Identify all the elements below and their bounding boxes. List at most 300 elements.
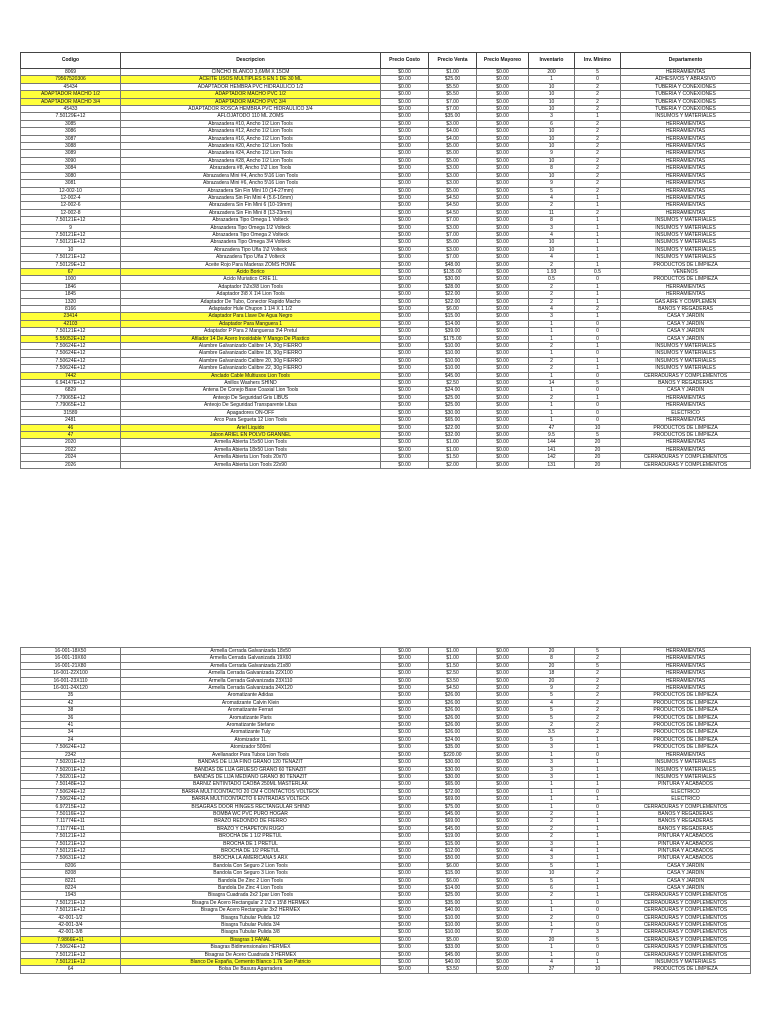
- inventario-cell: 10: [529, 83, 575, 90]
- inv-minimo-cell: 0: [575, 899, 621, 906]
- inventario-cell: 144: [529, 439, 575, 446]
- table-row: [21, 662, 751, 669]
- precio-costo-cell: $0.00: [381, 707, 429, 714]
- precio-venta-cell: $4.00: [429, 128, 477, 135]
- precio-mayoreo-cell: $0.00: [477, 714, 529, 721]
- inventario-cell: 2: [529, 357, 575, 364]
- descripcion-cell: BARRA MULTICONTACTO 6 ENTRADAS VOLTECK: [121, 796, 381, 803]
- descripcion-cell: ADAPTADOR MACHO PVC 1/2: [121, 91, 381, 98]
- precio-mayoreo-cell: $0.00: [477, 655, 529, 662]
- table-row: [21, 461, 751, 468]
- precio-mayoreo-cell: $0.00: [477, 431, 529, 438]
- inventario-cell: 2: [529, 914, 575, 921]
- departamento-cell: PRODUCTOS DE LIMPIEZA: [621, 729, 751, 736]
- inventario-cell: 1: [529, 328, 575, 335]
- codigo-cell: 7.50624E+12: [21, 357, 121, 364]
- codigo-cell: 2481: [21, 417, 121, 424]
- precio-costo-cell: $0.00: [381, 335, 429, 342]
- inventario-cell: 4: [529, 959, 575, 966]
- table-row: [21, 722, 751, 729]
- precio-venta-cell: $5.50: [429, 91, 477, 98]
- departamento-cell: INSUMOS Y MATERIALES: [621, 365, 751, 372]
- codigo-cell: 7.11774E+11: [21, 825, 121, 832]
- inventario-cell: 5: [529, 187, 575, 194]
- departamento-cell: GAS AIRE Y COMPLEMEN: [621, 298, 751, 305]
- precio-mayoreo-cell: $0.00: [477, 150, 529, 157]
- codigo-cell: 35: [21, 692, 121, 699]
- departamento-cell: HERRAMIENTAS: [621, 291, 751, 298]
- precio-mayoreo-cell: $0.00: [477, 135, 529, 142]
- precio-venta-cell: $45.00: [429, 372, 477, 379]
- precio-mayoreo-cell: $0.00: [477, 106, 529, 113]
- table-row: [21, 862, 751, 869]
- table-row: [21, 357, 751, 364]
- inv-minimo-cell: 0: [575, 922, 621, 929]
- precio-costo-cell: $0.00: [381, 187, 429, 194]
- table-row: [21, 744, 751, 751]
- departamento-cell: HERRAMIENTAS: [621, 172, 751, 179]
- precio-mayoreo-cell: $0.00: [477, 380, 529, 387]
- precio-venta-cell: $69.00: [429, 796, 477, 803]
- descripcion-cell: Bisagra De Acero Rectangular 2 1\2 x 15\8 HERMEX: [121, 899, 381, 906]
- descripcion-cell: Armella Cerrada Galvanizada 21x80: [121, 662, 381, 669]
- table-row: [21, 944, 751, 951]
- inventario-cell: 10: [529, 246, 575, 253]
- precio-costo-cell: $0.00: [381, 165, 429, 172]
- codigo-cell: 8166: [21, 306, 121, 313]
- inventario-cell: 5: [529, 707, 575, 714]
- codigo-cell: ADAPTADOR MACHO 1/2: [21, 91, 121, 98]
- precio-venta-cell: $6.00: [429, 877, 477, 884]
- descripcion-cell: Bisagra Tubular Pulida 3/4: [121, 922, 381, 929]
- codigo-cell: 7.50148E+12: [21, 781, 121, 788]
- inv-minimo-cell: 0: [575, 387, 621, 394]
- descripcion-cell: Alambre Galvanizado Calibre 22, 30g FIERRO: [121, 365, 381, 372]
- inventario-cell: 10: [529, 143, 575, 150]
- table-row: [21, 387, 751, 394]
- departamento-cell: PRODUCTOS DE LIMPIEZA: [621, 261, 751, 268]
- descripcion-cell: Abrazadera #12, Ancho 1\2 Lion Tools: [121, 128, 381, 135]
- inventario-cell: 1: [529, 803, 575, 810]
- inv-minimo-cell: 1: [575, 254, 621, 261]
- inv-minimo-cell: 1: [575, 862, 621, 869]
- codigo-cell: 7.50624E+12: [21, 788, 121, 795]
- inventario-cell: 2: [529, 291, 575, 298]
- inventario-cell: 4: [529, 847, 575, 854]
- precio-venta-cell: $6.00: [429, 306, 477, 313]
- precio-costo-cell: $0.00: [381, 76, 429, 83]
- precio-costo-cell: $0.00: [381, 261, 429, 268]
- descripcion-cell: BRAZO Y CHAPETON RUGO: [121, 825, 381, 832]
- inv-minimo-cell: 5: [575, 648, 621, 655]
- inventario-cell: 8: [529, 165, 575, 172]
- precio-costo-cell: $0.00: [381, 818, 429, 825]
- departamento-cell: CASA Y JARDIN: [621, 328, 751, 335]
- codigo-cell: 38: [21, 707, 121, 714]
- inv-minimo-cell: 1: [575, 840, 621, 847]
- codigo-cell: 8206: [21, 862, 121, 869]
- departamento-cell: CERRADURAS Y COMPLEMENTOS: [621, 454, 751, 461]
- inventario-cell: 1: [529, 907, 575, 914]
- precio-mayoreo-cell: $0.00: [477, 328, 529, 335]
- departamento-cell: HERRAMIENTAS: [621, 670, 751, 677]
- table-row: [21, 402, 751, 409]
- inv-minimo-cell: 2: [575, 180, 621, 187]
- inventario-cell: 2: [529, 825, 575, 832]
- departamento-cell: INSUMOS Y MATERIALES: [621, 357, 751, 364]
- precio-mayoreo-cell: $0.00: [477, 685, 529, 692]
- col-header-descripcion: Descripcion: [121, 53, 381, 69]
- departamento-cell: PRODUCTOS DE LIMPIEZA: [621, 966, 751, 973]
- table-row: [21, 877, 751, 884]
- precio-venta-cell: $7.00: [429, 106, 477, 113]
- precio-venta-cell: $22.00: [429, 298, 477, 305]
- inv-minimo-cell: 1: [575, 892, 621, 899]
- descripcion-cell: BROCHA DE 1 1/2 PRETUL: [121, 833, 381, 840]
- descripcion-cell: Anteojo De Seguridad Transparente Libus: [121, 402, 381, 409]
- inventario-cell: 3: [529, 766, 575, 773]
- precio-costo-cell: $0.00: [381, 424, 429, 431]
- precio-costo-cell: $0.00: [381, 461, 429, 468]
- table-row: [21, 424, 751, 431]
- precio-costo-cell: $0.00: [381, 692, 429, 699]
- codigo-cell: 3087: [21, 135, 121, 142]
- precio-costo-cell: $0.00: [381, 202, 429, 209]
- precio-costo-cell: $0.00: [381, 951, 429, 958]
- table-row: [21, 128, 751, 135]
- codigo-cell: 3086: [21, 128, 121, 135]
- precio-venta-cell: $65.00: [429, 781, 477, 788]
- table-row: [21, 914, 751, 921]
- precio-costo-cell: $0.00: [381, 239, 429, 246]
- precio-mayoreo-cell: $0.00: [477, 268, 529, 275]
- codigo-cell: 6829: [21, 387, 121, 394]
- precio-costo-cell: $0.00: [381, 655, 429, 662]
- precio-venta-cell: $14.00: [429, 885, 477, 892]
- codigo-cell: 46: [21, 424, 121, 431]
- departamento-cell: INSUMOS Y MATERIALES: [621, 766, 751, 773]
- inv-minimo-cell: 1: [575, 313, 621, 320]
- precio-costo-cell: $0.00: [381, 833, 429, 840]
- departamento-cell: INSUMOS Y MATERIALES: [621, 350, 751, 357]
- table-row: [21, 818, 751, 825]
- descripcion-cell: Adaptador Para Manguera 1: [121, 320, 381, 327]
- table-row: [21, 335, 751, 342]
- precio-venta-cell: $10.00: [429, 922, 477, 929]
- codigo-cell: 16-001-24X120: [21, 685, 121, 692]
- inv-minimo-cell: 2: [575, 143, 621, 150]
- precio-venta-cell: $25.00: [429, 402, 477, 409]
- departamento-cell: PRODUCTOS DE LIMPIEZA: [621, 736, 751, 743]
- departamento-cell: HERRAMIENTAS: [621, 394, 751, 401]
- codigo-cell: 2020: [21, 439, 121, 446]
- precio-venta-cell: $5.50: [429, 83, 477, 90]
- descripcion-cell: Abrazadera #20, Ancho 1\2 Lion Tools: [121, 143, 381, 150]
- codigo-cell: 7.50624E+12: [21, 944, 121, 951]
- inv-minimo-cell: 1: [575, 959, 621, 966]
- precio-costo-cell: $0.00: [381, 877, 429, 884]
- precio-mayoreo-cell: $0.00: [477, 870, 529, 877]
- table-row: [21, 239, 751, 246]
- inv-minimo-cell: 0: [575, 417, 621, 424]
- inventario-cell: 18: [529, 670, 575, 677]
- inventario-cell: 1: [529, 796, 575, 803]
- departamento-cell: PRODUCTOS DE LIMPIEZA: [621, 276, 751, 283]
- precio-mayoreo-cell: $0.00: [477, 648, 529, 655]
- precio-mayoreo-cell: $0.00: [477, 862, 529, 869]
- inv-minimo-cell: 0: [575, 372, 621, 379]
- descripcion-cell: Afilador 14 De Acero Inoxidable Y Mango De Plastico: [121, 335, 381, 342]
- table-row: [21, 446, 751, 453]
- departamento-cell: HERRAMIENTAS: [621, 662, 751, 669]
- inv-minimo-cell: 2: [575, 98, 621, 105]
- precio-costo-cell: $0.00: [381, 759, 429, 766]
- table-row: [21, 431, 751, 438]
- precio-mayoreo-cell: $0.00: [477, 180, 529, 187]
- codigo-cell: 6.97215E+12: [21, 803, 121, 810]
- departamento-cell: BAÑOS Y REGADERAS: [621, 380, 751, 387]
- precio-mayoreo-cell: $0.00: [477, 113, 529, 120]
- precio-venta-cell: $22.00: [429, 291, 477, 298]
- departamento-cell: CERRADURAS Y COMPLEMENTOS: [621, 951, 751, 958]
- inv-minimo-cell: 10: [575, 424, 621, 431]
- descripcion-cell: Abrazadera Sin Fin Mini 4 (5.6-16mm): [121, 194, 381, 201]
- table-row: [21, 276, 751, 283]
- precio-mayoreo-cell: $0.00: [477, 810, 529, 817]
- precio-mayoreo-cell: $0.00: [477, 951, 529, 958]
- precio-mayoreo-cell: $0.00: [477, 759, 529, 766]
- inv-minimo-cell: 1: [575, 291, 621, 298]
- departamento-cell: BAÑOS Y REGADERAS: [621, 810, 751, 817]
- descripcion-cell: Armella Abierta 18x50 Lion Tools: [121, 446, 381, 453]
- inventario-cell: 5: [529, 736, 575, 743]
- inventario-cell: 11: [529, 209, 575, 216]
- codigo-cell: 34: [21, 729, 121, 736]
- descripcion-cell: ADAPTADOR MACHO PVC 3/4: [121, 98, 381, 105]
- inv-minimo-cell: 1: [575, 365, 621, 372]
- departamento-cell: CERRADURAS Y COMPLEMENTOS: [621, 936, 751, 943]
- precio-venta-cell: $1.50: [429, 454, 477, 461]
- table-row: [21, 76, 751, 83]
- codigo-cell: 7.50624E+12: [21, 343, 121, 350]
- descripcion-cell: Aromatizante Stefano: [121, 722, 381, 729]
- precio-costo-cell: $0.00: [381, 766, 429, 773]
- descripcion-cell: Ariel Liquido: [121, 424, 381, 431]
- codigo-cell: 7.50631E+12: [21, 855, 121, 862]
- table-row: [21, 751, 751, 758]
- precio-mayoreo-cell: $0.00: [477, 944, 529, 951]
- precio-costo-cell: $0.00: [381, 350, 429, 357]
- table-row: [21, 120, 751, 127]
- inv-minimo-cell: 2: [575, 306, 621, 313]
- precio-mayoreo-cell: $0.00: [477, 143, 529, 150]
- inventario-cell: 2: [529, 261, 575, 268]
- descripcion-cell: ACEITE USOS MULTIPLES 5 EN 1 DE 30 ML: [121, 76, 381, 83]
- precio-mayoreo-cell: $0.00: [477, 729, 529, 736]
- precio-mayoreo-cell: $0.00: [477, 840, 529, 847]
- departamento-cell: HERRAMIENTAS: [621, 648, 751, 655]
- precio-venta-cell: $10.00: [429, 365, 477, 372]
- descripcion-cell: Alambre Galvanizado Calibre 20, 30g FIERRO: [121, 357, 381, 364]
- departamento-cell: CERRADURAS Y COMPLEMENTOS: [621, 944, 751, 951]
- precio-costo-cell: $0.00: [381, 217, 429, 224]
- table-row: [21, 729, 751, 736]
- inventory-table-2: [20, 647, 751, 974]
- descripcion-cell: BARRA MULTICONTACTO 20 CM 4 CONTACTOS VOLTECK: [121, 788, 381, 795]
- precio-venta-cell: $4.50: [429, 685, 477, 692]
- departamento-cell: TUBERIA Y CONEXIONES: [621, 106, 751, 113]
- codigo-cell: 7.50116E+12: [21, 810, 121, 817]
- precio-venta-cell: $39.00: [429, 328, 477, 335]
- codigo-cell: 24: [21, 736, 121, 743]
- table-row: [21, 246, 751, 253]
- codigo-cell: 3081: [21, 180, 121, 187]
- departamento-cell: INSUMOS Y MATERIALES: [621, 343, 751, 350]
- departamento-cell: HERRAMIENTAS: [621, 439, 751, 446]
- precio-venta-cell: $7.00: [429, 98, 477, 105]
- codigo-cell: 5.55052E+12: [21, 335, 121, 342]
- table-row: [21, 736, 751, 743]
- departamento-cell: CASA Y JARDIN: [621, 320, 751, 327]
- precio-mayoreo-cell: $0.00: [477, 899, 529, 906]
- precio-venta-cell: $220.00: [429, 751, 477, 758]
- precio-mayoreo-cell: $0.00: [477, 298, 529, 305]
- codigo-cell: 16-001-18X50: [21, 648, 121, 655]
- inventario-cell: 4: [529, 699, 575, 706]
- precio-costo-cell: $0.00: [381, 417, 429, 424]
- precio-costo-cell: $0.00: [381, 648, 429, 655]
- precio-venta-cell: $10.00: [429, 929, 477, 936]
- precio-costo-cell: $0.00: [381, 343, 429, 350]
- codigo-cell: 9: [21, 224, 121, 231]
- inventario-cell: 1.93: [529, 268, 575, 275]
- precio-mayoreo-cell: $0.00: [477, 966, 529, 973]
- precio-mayoreo-cell: $0.00: [477, 670, 529, 677]
- precio-mayoreo-cell: $0.00: [477, 217, 529, 224]
- table-row: [21, 343, 751, 350]
- precio-venta-cell: $19.00: [429, 833, 477, 840]
- precio-venta-cell: $30.00: [429, 409, 477, 416]
- inv-minimo-cell: 1: [575, 766, 621, 773]
- precio-mayoreo-cell: $0.00: [477, 773, 529, 780]
- precio-mayoreo-cell: $0.00: [477, 833, 529, 840]
- col-header-precio-venta: Precio Venta: [429, 53, 477, 69]
- codigo-cell: 79567520306: [21, 76, 121, 83]
- codigo-cell: 8221: [21, 877, 121, 884]
- codigo-cell: 42: [21, 699, 121, 706]
- codigo-cell: 64: [21, 966, 121, 973]
- codigo-cell: 16-001-19X60: [21, 655, 121, 662]
- inv-minimo-cell: 0: [575, 751, 621, 758]
- inventario-cell: 10: [529, 106, 575, 113]
- table-row: [21, 91, 751, 98]
- inv-minimo-cell: 2: [575, 172, 621, 179]
- precio-venta-cell: $40.00: [429, 959, 477, 966]
- precio-mayoreo-cell: $0.00: [477, 165, 529, 172]
- inv-minimo-cell: 1: [575, 246, 621, 253]
- precio-mayoreo-cell: $0.00: [477, 306, 529, 313]
- codigo-cell: 6.94147E+12: [21, 380, 121, 387]
- codigo-cell: 16-001-22X100: [21, 670, 121, 677]
- codigo-cell: 12-002-6: [21, 202, 121, 209]
- inventario-cell: 142: [529, 454, 575, 461]
- inventario-cell: 1: [529, 417, 575, 424]
- precio-mayoreo-cell: $0.00: [477, 261, 529, 268]
- precio-venta-cell: $26.00: [429, 707, 477, 714]
- precio-venta-cell: $12.00: [429, 847, 477, 854]
- precio-costo-cell: $0.00: [381, 409, 429, 416]
- inv-minimo-cell: 1: [575, 825, 621, 832]
- precio-mayoreo-cell: $0.00: [477, 291, 529, 298]
- precio-mayoreo-cell: $0.00: [477, 128, 529, 135]
- precio-venta-cell: $15.00: [429, 840, 477, 847]
- descripcion-cell: Aceite Rojo Para Maderas ZOMS HOME: [121, 261, 381, 268]
- inv-minimo-cell: 2: [575, 187, 621, 194]
- departamento-cell: PINTURA Y ACABADOS: [621, 855, 751, 862]
- departamento-cell: VENENOS: [621, 268, 751, 275]
- departamento-cell: HERRAMIENTAS: [621, 180, 751, 187]
- departamento-cell: HERRAMIENTAS: [621, 128, 751, 135]
- descripcion-cell: Abrazadera Sin Fin Mini 10 (14-27mm): [121, 187, 381, 194]
- inv-minimo-cell: 0: [575, 788, 621, 795]
- descripcion-cell: BANDAS DE LIJA MEDIANO GRANO 80 TENAZIT: [121, 773, 381, 780]
- col-header-precio-costo: Precio Costo: [381, 53, 429, 69]
- table-row: [21, 439, 751, 446]
- descripcion-cell: Alambre Galvanizado Calibre 18, 30g FIERRO: [121, 350, 381, 357]
- precio-mayoreo-cell: $0.00: [477, 402, 529, 409]
- codigo-cell: 7.9866E+11: [21, 936, 121, 943]
- descripcion-cell: Abrazadera #8, Ancho 1\2 Lion Tools: [121, 165, 381, 172]
- table-row: [21, 98, 751, 105]
- inventario-cell: 3: [529, 744, 575, 751]
- descripcion-cell: Abrazadera #10, Ancho 1\2 Lion Tools: [121, 120, 381, 127]
- precio-venta-cell: $30.00: [429, 766, 477, 773]
- precio-venta-cell: $4.50: [429, 202, 477, 209]
- precio-mayoreo-cell: $0.00: [477, 194, 529, 201]
- precio-costo-cell: $0.00: [381, 135, 429, 142]
- precio-venta-cell: $3.00: [429, 224, 477, 231]
- descripcion-cell: Atomizador 500ml: [121, 744, 381, 751]
- descripcion-cell: Abrazadera Tipo Omega 3\4 Volteck: [121, 239, 381, 246]
- descripcion-cell: Armella Cerrada Galvanizada 24X120: [121, 685, 381, 692]
- departamento-cell: CASA Y JARDIN: [621, 313, 751, 320]
- table-row: [21, 454, 751, 461]
- precio-mayoreo-cell: $0.00: [477, 120, 529, 127]
- codigo-cell: 1000: [21, 276, 121, 283]
- codigo-cell: 12-002-4: [21, 194, 121, 201]
- inventario-cell: 3: [529, 840, 575, 847]
- departamento-cell: HERRAMIENTAS: [621, 165, 751, 172]
- descripcion-cell: Bisagra Cuadrada 2x2 1par Lion Tools: [121, 892, 381, 899]
- descripcion-cell: Armella Cerrada Galvanizada 18x50: [121, 648, 381, 655]
- precio-venta-cell: $1.00: [429, 446, 477, 453]
- inv-minimo-cell: 3: [575, 929, 621, 936]
- inv-minimo-cell: 1: [575, 796, 621, 803]
- inventario-cell: 3: [529, 113, 575, 120]
- descripcion-cell: Jabon ARIEL EN POLVO GRANNEL: [121, 431, 381, 438]
- table-row: [21, 409, 751, 416]
- precio-costo-cell: $0.00: [381, 194, 429, 201]
- departamento-cell: BAÑOS Y REGADERAS: [621, 818, 751, 825]
- precio-venta-cell: $45.00: [429, 810, 477, 817]
- departamento-cell: PRODUCTOS DE LIMPIEZA: [621, 722, 751, 729]
- inventario-cell: 1: [529, 788, 575, 795]
- precio-venta-cell: $50.00: [429, 855, 477, 862]
- codigo-cell: 7.50201E+12: [21, 773, 121, 780]
- table-row: [21, 417, 751, 424]
- table-row: [21, 847, 751, 854]
- inventario-cell: 5: [529, 877, 575, 884]
